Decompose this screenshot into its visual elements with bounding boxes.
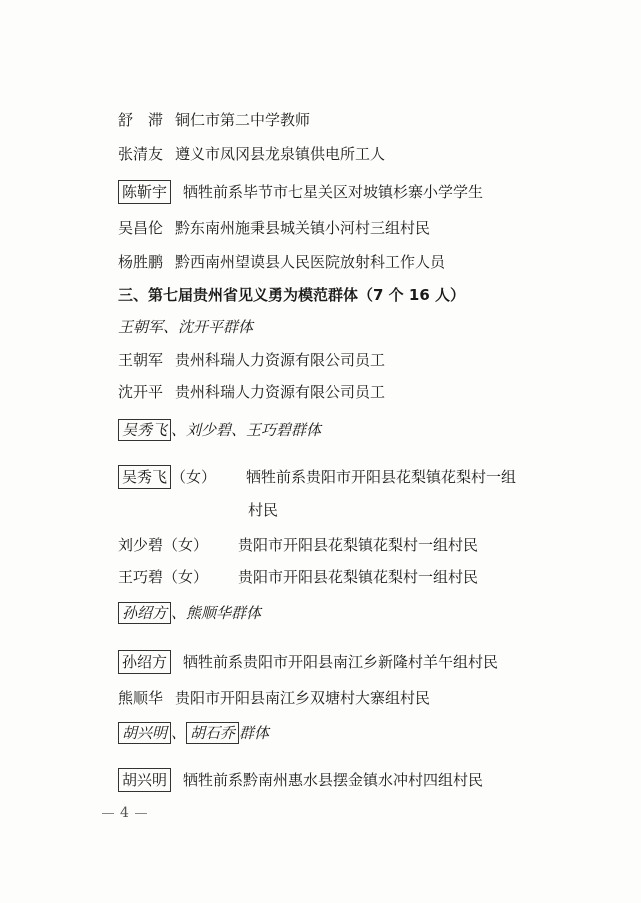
entry-row	[118, 252, 445, 272]
person-name: 舒 滞	[118, 111, 164, 129]
person-desc: 铜仁市第二中学教师	[175, 111, 311, 129]
person-desc-continued: 村民	[248, 501, 279, 519]
person-name: 熊顺华	[118, 689, 164, 707]
person-name: 沈开平	[118, 383, 164, 401]
group-title-rest: 、熊顺华群体	[171, 604, 262, 622]
entry-row	[118, 180, 483, 204]
person-desc: 牺牲前系贵阳市开阳县花梨镇花梨村一组	[246, 468, 517, 486]
person-name-boxed: 陈靳宇	[118, 180, 171, 204]
person-desc: 牺牲前系毕节市七星关区对坡镇杉寨小学学生	[183, 183, 484, 201]
person-desc: 黔东南州施秉县城关镇小河村三组村民	[175, 219, 431, 237]
person-desc: 遵义市凤冈县龙泉镇供电所工人	[175, 145, 386, 163]
person-name-boxed: 胡兴明	[118, 768, 171, 792]
person-desc: 牺牲前系贵阳市开阳县南江乡新隆村羊午组村民	[183, 653, 499, 671]
page-number: 4	[120, 805, 129, 821]
group-title-boxed-name: 孙绍方	[118, 602, 171, 624]
entry-row	[118, 465, 516, 489]
group-title	[118, 723, 269, 743]
person-name: 王巧碧（女）	[118, 568, 209, 586]
person-name: 吴昌伦	[118, 219, 164, 237]
person-desc: 贵州科瑞人力资源有限公司员工	[175, 351, 386, 369]
person-name-boxed: 吴秀飞	[118, 465, 171, 489]
group-title	[118, 603, 261, 623]
group-title: 王朝军、沈开平群体	[118, 318, 254, 336]
person-name: 杨胜鹏	[118, 253, 164, 271]
group-title	[118, 420, 321, 440]
group-title-boxed-name: 胡石乔	[186, 722, 239, 744]
group-title-sep: 、	[171, 724, 187, 742]
group-title-boxed-name: 吴秀飞	[118, 419, 171, 441]
person-name: 刘少碧（女）	[118, 536, 209, 554]
entry-row	[118, 382, 385, 402]
entry-row	[118, 567, 478, 587]
entry-row	[118, 768, 483, 792]
footer-dash	[135, 813, 147, 814]
entry-row	[118, 110, 310, 130]
person-desc: 贵州科瑞人力资源有限公司员工	[175, 383, 386, 401]
person-name: 王朝军	[118, 351, 164, 369]
person-desc: 贵阳市开阳县南江乡双塘村大寨组村民	[175, 689, 431, 707]
person-desc: 黔西南州望谟县人民医院放射科工作人员	[175, 253, 446, 271]
group-title-boxed-name: 胡兴明	[118, 722, 171, 744]
entry-row	[118, 350, 385, 370]
entry-row	[118, 218, 430, 238]
group-title-rest: 群体	[239, 724, 270, 742]
person-name-boxed: 孙绍方	[118, 650, 171, 674]
section-heading: 三、第七届贵州省见义勇为模范群体（7 个 16 人）	[118, 286, 465, 304]
group-title-rest: 、刘少碧、王巧碧群体	[171, 421, 322, 439]
person-desc: 牺牲前系黔南州惠水县摆金镇水冲村四组村民	[183, 771, 484, 789]
person-note: （女）	[171, 468, 217, 486]
entry-row	[118, 650, 498, 674]
footer-dash	[102, 813, 114, 814]
person-desc: 贵阳市开阳县花梨镇花梨村一组村民	[238, 536, 479, 554]
person-name: 张清友	[118, 145, 164, 163]
person-desc: 贵阳市开阳县花梨镇花梨村一组村民	[238, 568, 479, 586]
entry-row	[118, 535, 478, 555]
entry-row	[118, 144, 385, 164]
entry-row	[118, 688, 430, 708]
page-number-footer	[96, 805, 153, 821]
